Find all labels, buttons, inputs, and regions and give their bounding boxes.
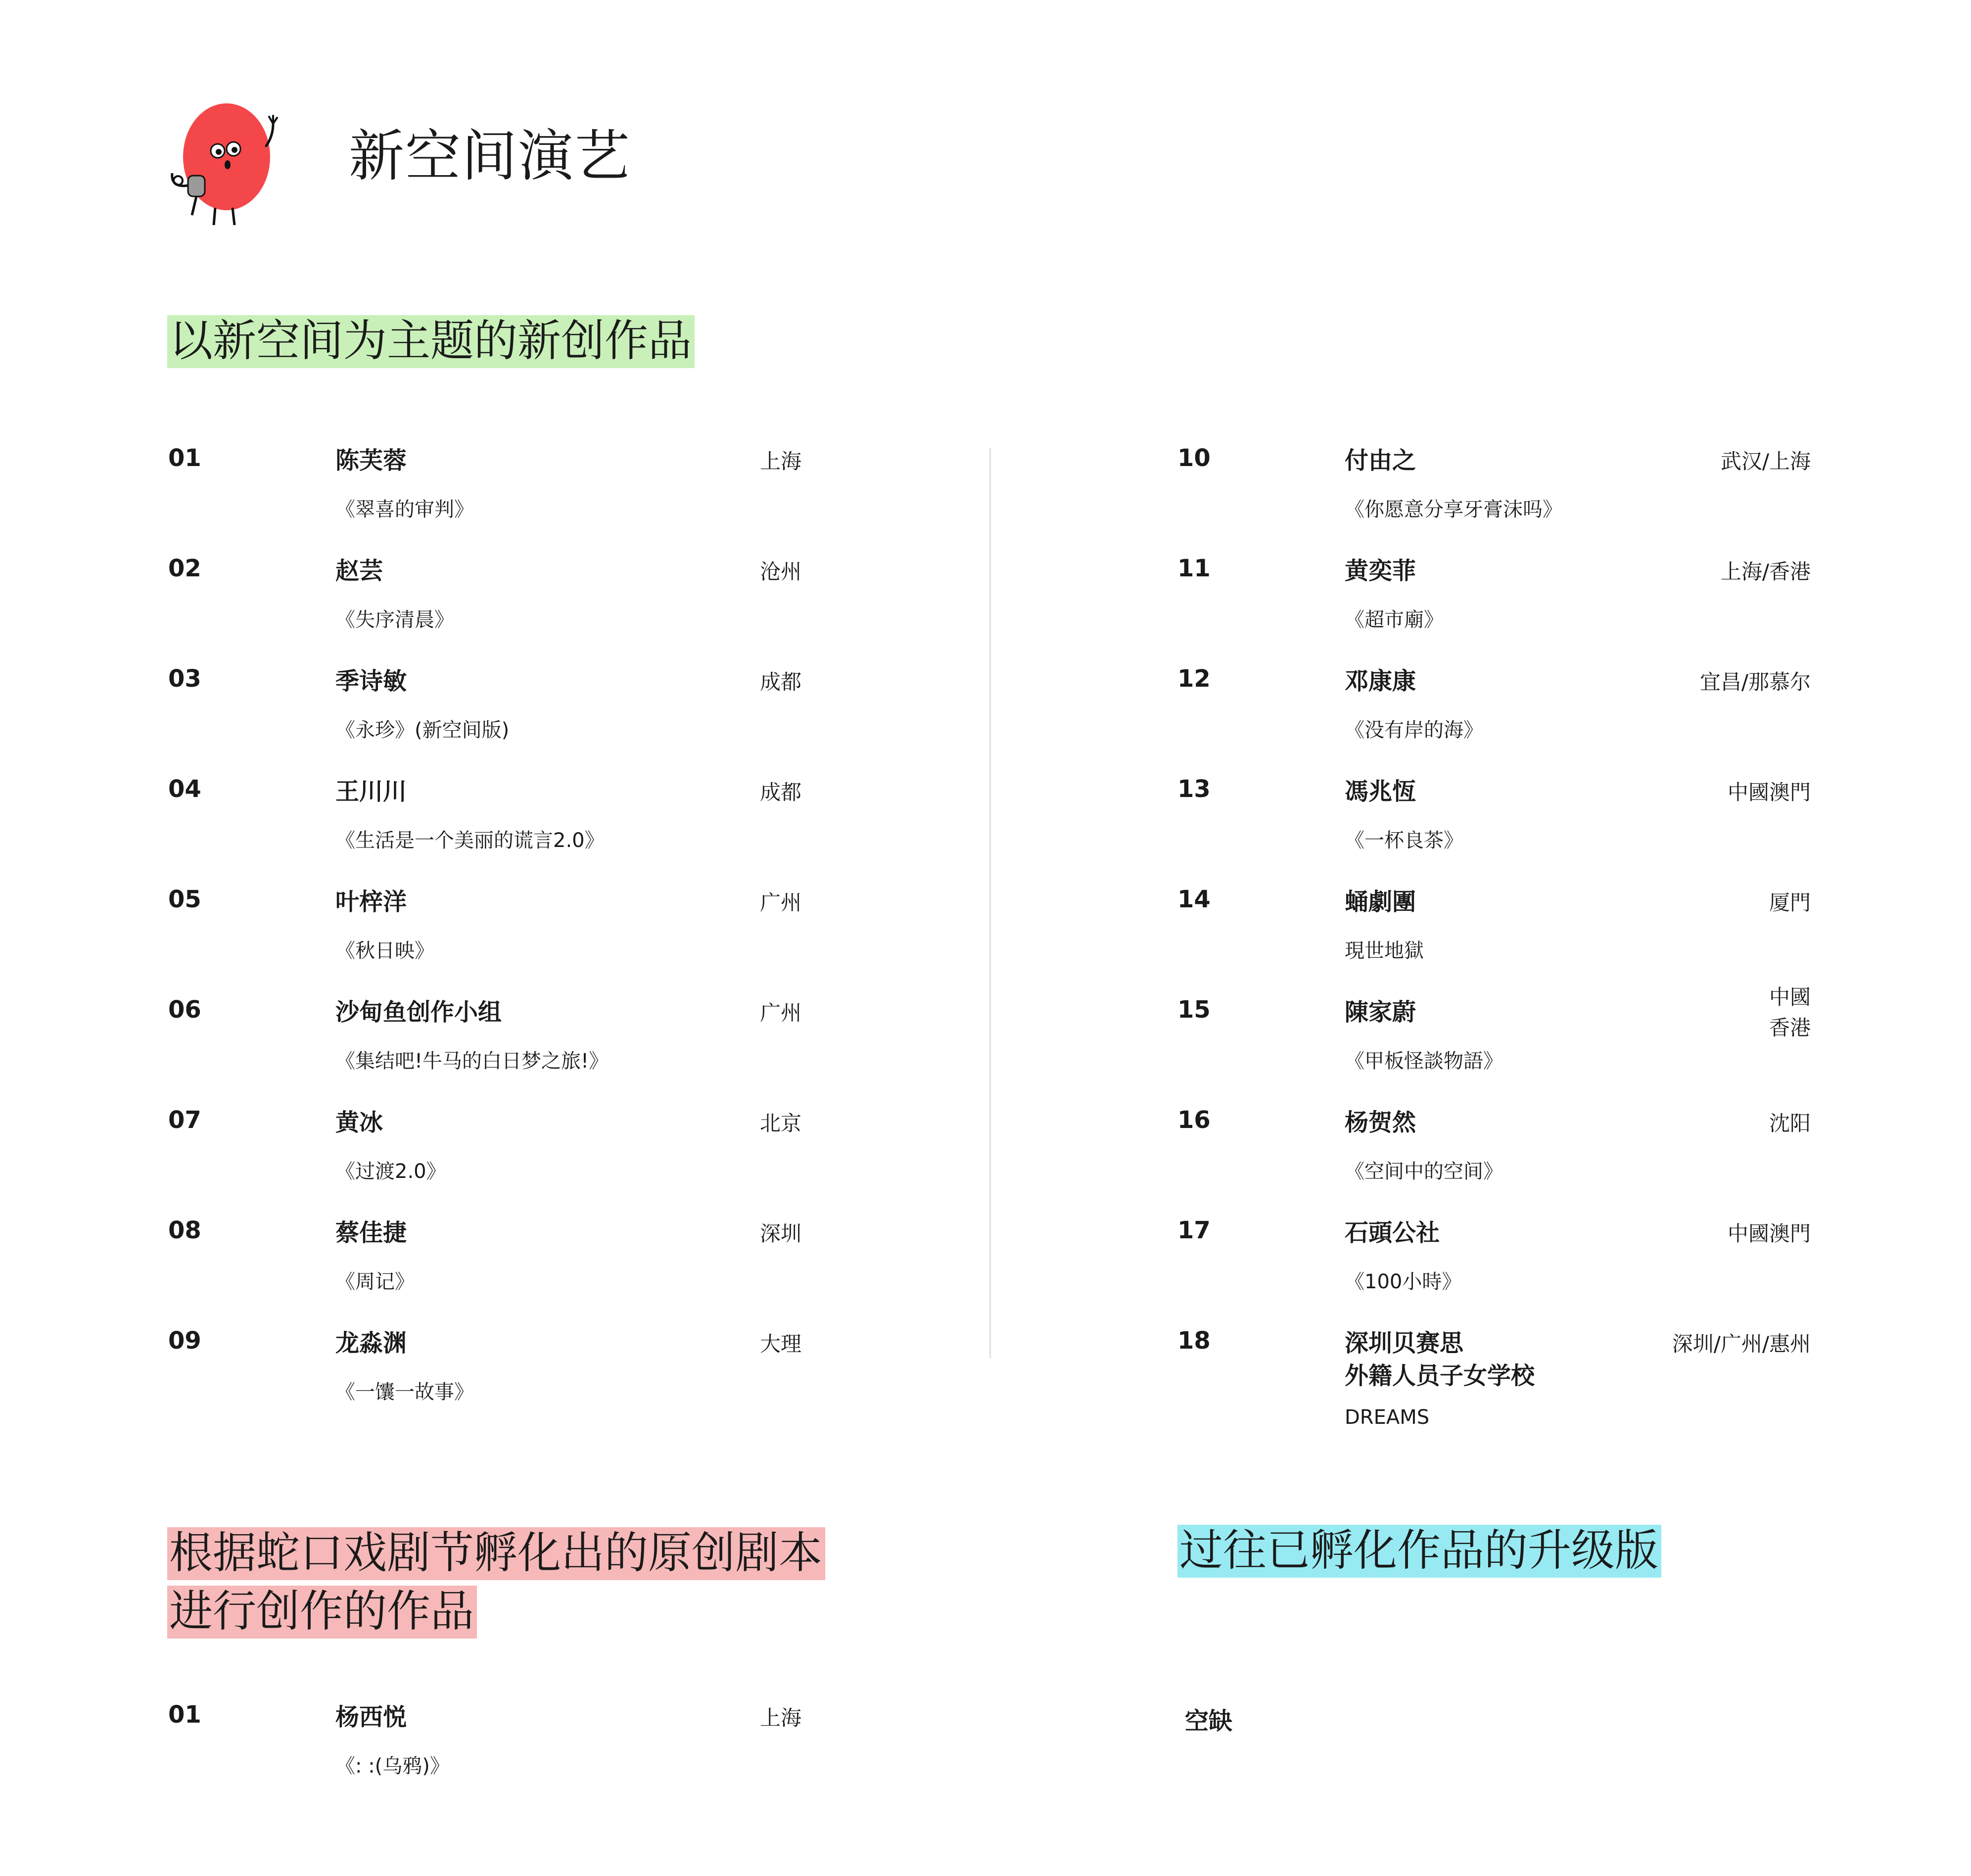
entry-city: 上海/香港 (1720, 560, 1811, 584)
list-item (1177, 766, 1811, 877)
list-item (168, 656, 801, 766)
entry-number: 14 (1177, 886, 1211, 913)
mascot-icon (168, 101, 287, 225)
entry-number: 15 (1177, 996, 1211, 1024)
list-item (168, 987, 801, 1097)
entry-work: 《过渡2.0》 (335, 1160, 446, 1183)
entry-work: 《集结吧!牛马的白日梦之旅!》 (335, 1050, 609, 1073)
list-item (1177, 877, 1811, 987)
entry-artist: 杨贺然 (1345, 1109, 1416, 1136)
entry-artist: 沙甸鱼创作小组 (335, 998, 502, 1026)
section-title-new-works (167, 312, 695, 370)
entry-work: DREAMS (1345, 1406, 1430, 1429)
entry-city: 武汉/上海 (1720, 449, 1811, 473)
entry-work: 《空间中的空间》 (1345, 1160, 1503, 1183)
entry-city: 中國 香港 (1769, 985, 1811, 1040)
entry-artist: 陈芙蓉 (335, 447, 407, 474)
entry-artist: 付由之 (1345, 447, 1416, 474)
list-item (1177, 546, 1811, 656)
list-item (168, 435, 801, 546)
list-item (168, 877, 801, 987)
entry-city: 沈阳 (1769, 1111, 1811, 1135)
new-works-list-left (168, 435, 801, 1428)
entry-city: 宜昌/那慕尔 (1699, 670, 1811, 694)
entry-city: 中國澳門 (1727, 780, 1811, 804)
vacant-label: 空缺 (1185, 1707, 1233, 1735)
entry-artist: 叶梓洋 (335, 888, 407, 916)
entry-number: 07 (168, 1106, 201, 1134)
entry-artist: 陳家蔚 (1345, 998, 1416, 1026)
section-title-new-works-text: 以新空间为主题的新创作品 (167, 315, 695, 368)
entry-work: 《秋日映》 (335, 939, 434, 962)
entry-work: 《100小時》 (1345, 1270, 1462, 1293)
entry-number: 09 (168, 1327, 201, 1355)
entry-artist: 深圳贝赛思 外籍人员子女学校 (1345, 1329, 1535, 1390)
entry-city: 广州 (759, 1001, 801, 1025)
entry-city: 上海 (759, 449, 801, 473)
column-divider (989, 448, 991, 1358)
entry-artist: 王川川 (335, 778, 407, 805)
entry-city: 成都 (759, 670, 801, 694)
entry-number: 13 (1177, 775, 1211, 803)
entry-number: 01 (168, 444, 201, 472)
entry-city: 北京 (759, 1111, 801, 1135)
entry-artist: 邓康康 (1345, 667, 1416, 695)
entry-artist: 黄冰 (335, 1109, 383, 1136)
section-title-upgraded (1177, 1521, 1661, 1580)
entry-artist: 龙淼渊 (335, 1329, 407, 1357)
entry-city: 厦門 (1769, 891, 1811, 915)
section-title-incubated-line1: 根据蛇口戏剧节孵化出的原创剧本 (167, 1527, 825, 1580)
entry-number: 04 (168, 775, 201, 803)
incubated-list (168, 1692, 801, 1802)
entry-city: 中國澳門 (1727, 1221, 1811, 1246)
list-item (168, 1097, 801, 1208)
list-item (1177, 656, 1811, 766)
entry-work: 《甲板怪談物語》 (1345, 1050, 1503, 1073)
entry-work: 《: :(乌鸦)》 (335, 1755, 450, 1778)
entry-number: 01 (168, 1701, 201, 1729)
entry-number: 02 (168, 555, 201, 582)
entry-city: 沧州 (759, 560, 801, 584)
list-item (1177, 1318, 1811, 1428)
entry-artist: 杨西悦 (335, 1703, 407, 1731)
entry-work: 《没有岸的海》 (1345, 719, 1483, 742)
entry-work: 《一馕一故事》 (335, 1381, 474, 1404)
entry-number: 03 (168, 665, 201, 693)
entry-city: 深圳/广州/惠州 (1672, 1332, 1811, 1356)
entry-number: 12 (1177, 665, 1211, 693)
entry-work: 《生活是一个美丽的谎言2.0》 (335, 829, 605, 852)
list-item (168, 1318, 801, 1428)
list-item (168, 1208, 801, 1318)
entry-work: 《翠喜的审判》 (335, 498, 474, 521)
entry-artist: 蔡佳捷 (335, 1219, 407, 1247)
section-title-incubated (167, 1524, 825, 1641)
entry-work: 《周记》 (335, 1270, 415, 1293)
entry-city: 深圳 (759, 1221, 801, 1246)
list-item (1177, 435, 1811, 546)
section-title-upgraded-text: 过往已孵化作品的升级版 (1177, 1525, 1661, 1578)
entry-artist: 季诗敏 (335, 667, 407, 695)
list-item (168, 1692, 801, 1802)
entry-work: 《失序清晨》 (335, 609, 454, 631)
entry-number: 11 (1177, 555, 1211, 582)
entry-work: 現世地獄 (1345, 939, 1424, 962)
list-item (168, 546, 801, 656)
entry-number: 10 (1177, 444, 1211, 472)
entry-work: 《永珍》(新空间版) (335, 719, 510, 742)
entry-city: 成都 (759, 780, 801, 804)
list-item (1177, 1208, 1811, 1318)
entry-work: 《超市廟》 (1345, 609, 1444, 631)
entry-city: 广州 (759, 891, 801, 915)
entry-number: 16 (1177, 1106, 1211, 1134)
list-item (1177, 1097, 1811, 1208)
new-works-list-right (1177, 435, 1811, 1428)
entry-artist: 赵芸 (335, 557, 383, 585)
list-item (168, 766, 801, 877)
entry-work: 《你愿意分享牙膏沫吗》 (1345, 498, 1562, 521)
entry-work: 《一杯良茶》 (1345, 829, 1463, 852)
section-title-incubated-line2: 进行创作的作品 (167, 1586, 477, 1639)
entry-number: 18 (1177, 1327, 1211, 1355)
list-item (1177, 987, 1811, 1097)
entry-number: 08 (168, 1217, 201, 1244)
entry-city: 大理 (759, 1332, 801, 1356)
entry-number: 17 (1177, 1217, 1211, 1244)
entry-artist: 蛹劇團 (1345, 888, 1416, 916)
entry-artist: 黄奕菲 (1345, 557, 1416, 585)
page-title: 新空间演艺 (349, 124, 631, 188)
entry-city: 上海 (759, 1706, 801, 1730)
entry-artist: 馮兆恆 (1345, 778, 1416, 805)
entry-number: 05 (168, 886, 201, 913)
entry-artist: 石頭公社 (1345, 1219, 1440, 1247)
entry-number: 06 (168, 996, 201, 1024)
